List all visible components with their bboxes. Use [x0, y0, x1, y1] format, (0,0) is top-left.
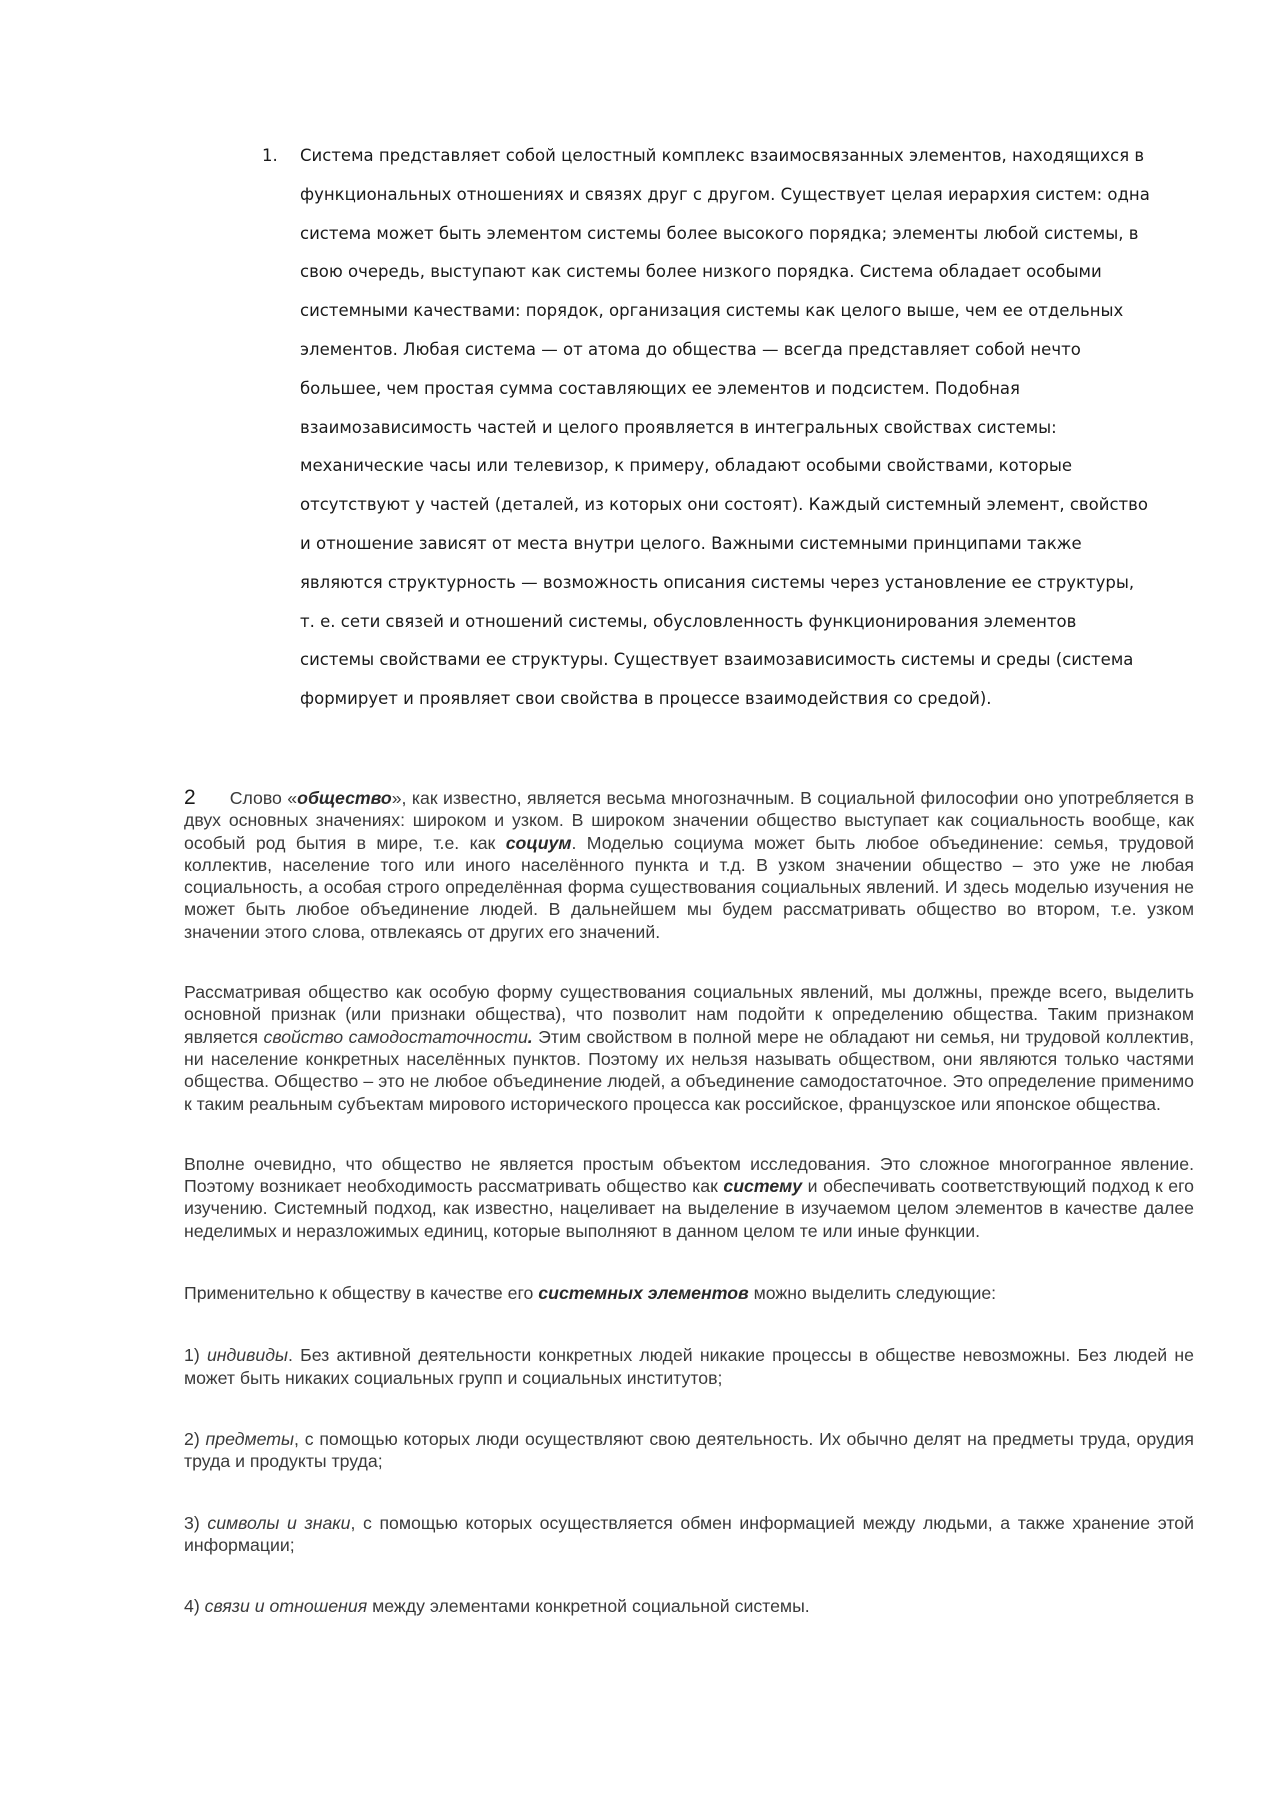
section-2-body [184, 787, 1194, 1617]
text-line: и отношение зависят от места внутри целого. Важными системными принципами также [300, 533, 1082, 553]
text-line: Система представляет собой целостный комплекс взаимосвязанных элементов, находящихся в [300, 146, 1145, 165]
text-line: т. е. сети связей и отношений системы, обусловленность функционирования элементов [300, 611, 1077, 631]
list-item: 4) связи и отношения между элементами конкретной социальной системы. [184, 1596, 810, 1617]
numbered-item-1 [262, 137, 1198, 719]
paragraph-system-approach: Вполне очевидно, что общество не является простым объектом исследования. Это сложное многогранное явление. Поэтому возникает необходимость рассматривать общество как систему и обеспечивать соответствующий подход к его изучению. Системный подход, как известно, нацеливает на выделение в изучаемом целом элементов в качестве далее неделимых и неразложимых единиц, которые выполняют в данном целом те или иные функции. [184, 1153, 1194, 1241]
list-item: 3) символы и знаки, с помощью которых осуществляется обмен информацией между людьми, а также хранение этой информации; [184, 1512, 1194, 1555]
item-text [300, 137, 1198, 719]
item-number: 1. [262, 146, 278, 165]
text-line: системными качествами: порядок, организация системы как целого выше, чем ее отдельных [300, 301, 1124, 321]
text-line: система может быть элементом системы более высокого порядка; элементы любой системы, в [300, 223, 1139, 243]
paragraph-society-meaning: 2 Слово «общество», как известно, является весьма многозначным. В социальной философии оно употребляется в двух основных значениях: широком и узком. В широком значении общество выступает как социальность вообще, как особый род бытия в мире, т.е. как социум. Моделью социума может быть любое объединение: семья, трудовой коллектив, население того или иного населённого пункта и т.д. В узком значении общество – это уже не любая социальность, а особая строго определённая форма существования социальных явлений. И здесь моделью изучения не может быть любое объединение людей. В дальнейшем мы будем рассматривать общество во втором, т.е. узком значении этого слова, отвлекаясь от других его значений. [184, 786, 1194, 942]
text-line: большее, чем простая сумма составляющих ее элементов и подсистем. Подобная [300, 378, 1020, 398]
section-number: 2 [184, 786, 196, 809]
text-line: взаимозависимость частей и целого проявляется в интегральных свойствах системы: [300, 417, 1057, 437]
paragraph-self-sufficiency: Рассматривая общество как особую форму существования социальных явлений, мы должны, прежде всего, выделить основной признак (или признаки общества), что позволит нам подойти к определению общества. Таким признаком является свойство самодостаточности. Этим свойством в полной мере не обладают ни семья, ни трудовой коллектив, ни население конкретных населённых пунктов. Поэтому их нельзя называть обществом, они являются только частями общества. Общество – это не любое объединение людей, а объединение самодостаточное. Это определение применимо к таким реальным субъектам мирового исторического процесса как российское, французское или японское общества. [184, 982, 1194, 1114]
term-objects: предметы [205, 1428, 295, 1449]
text-line: механические часы или телевизор, к примеру, обладают особыми свойствами, которые [300, 456, 1073, 476]
term-self-sufficiency: свойство самодостаточности [263, 1026, 528, 1047]
term-symbols: символы и знаки [207, 1512, 351, 1533]
term-society: общество [297, 788, 392, 808]
text-line: свою очередь, выступают как системы более низкого порядка. Система обладает особыми [300, 262, 1102, 282]
list-item: 2) предметы, с помощью которых люди осуществляют свою деятельность. Их обычно делят на предметы труда, орудия труда и продукты труда; [184, 1428, 1194, 1472]
term-socium: социум [505, 832, 572, 853]
list-item: 1) индивиды. Без активной деятельности конкретных людей никакие процессы в обществе невозможны. Без людей не может быть никаких социальных групп и социальных институтов; [184, 1345, 1194, 1388]
paragraph-system-elements-intro: Применительно к обществу в качестве его системных элементов можно выделить следующие: [184, 1283, 997, 1304]
term-relations: связи и отношения [204, 1596, 368, 1617]
text-line: функциональных отношениях и связях друг с другом. Существует целая иерархия систем: одна [300, 184, 1150, 204]
text-line: являются структурность — возможность описания системы через установление ее структуры, [300, 572, 1135, 592]
text-line: элементов. Любая система — от атома до общества — всегда представляет собой нечто [300, 339, 1081, 359]
term-system-elements: системных элементов [538, 1283, 749, 1304]
text-line: отсутствуют у частей (деталей, из которых они состоят). Каждый системный элемент, свойство [300, 495, 1148, 515]
text-line: системы свойствами ее структуры. Существует взаимозависимость системы и среды (система [300, 650, 1134, 670]
term-individuals: индивиды [206, 1345, 288, 1366]
text-line: формирует и проявляет свои свойства в процессе взаимодействия со средой). [300, 689, 992, 709]
term-system: систему [723, 1176, 803, 1197]
